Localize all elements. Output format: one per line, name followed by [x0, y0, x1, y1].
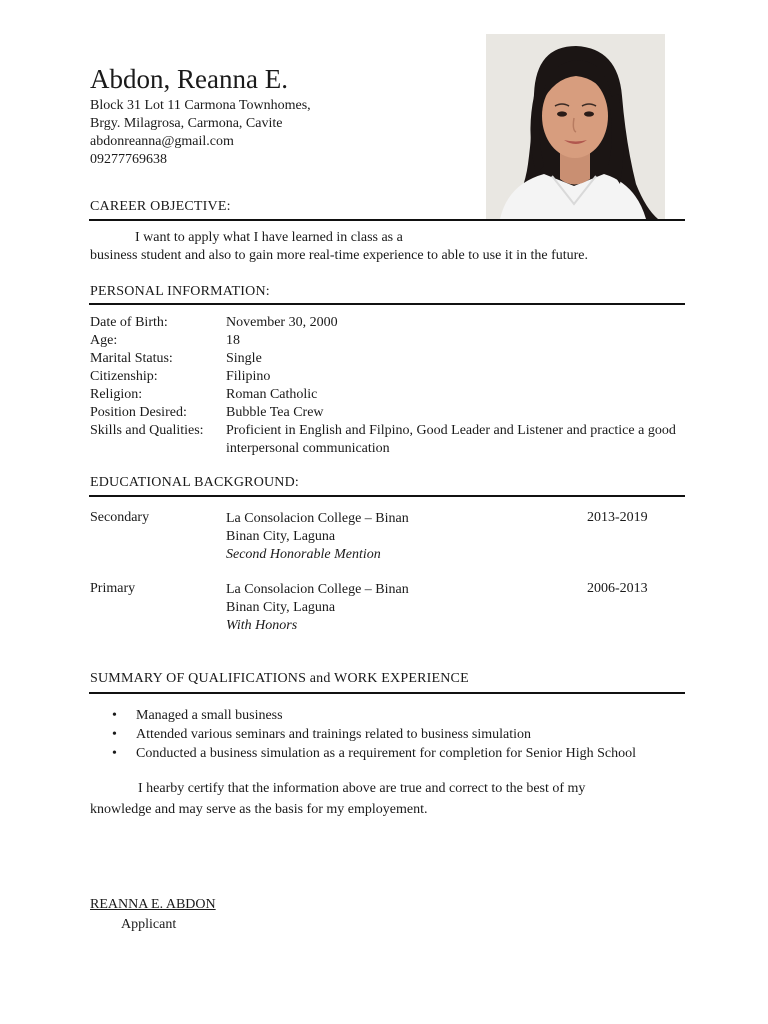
field-value: 18	[226, 333, 240, 348]
education-years: 2006-2013	[587, 581, 648, 596]
education-entry	[226, 510, 409, 564]
bullet-icon: •	[112, 746, 117, 761]
field-value: Bubble Tea Crew	[226, 405, 324, 420]
bullet-icon: •	[112, 727, 117, 742]
field-label: Citizenship:	[90, 369, 158, 384]
field-value: November 30, 2000	[226, 315, 338, 330]
applicant-name: Abdon, Reanna E.	[90, 64, 288, 94]
list-item-text: Attended various seminars and trainings related to business simulation	[136, 727, 532, 742]
section-divider	[89, 303, 685, 305]
section-heading-career-objective: CAREER OBJECTIVE:	[90, 199, 231, 214]
field-label: Date of Birth:	[90, 315, 168, 330]
list-item	[112, 744, 636, 763]
phone: 09277769638	[90, 152, 167, 167]
school-location: Binan City, Laguna	[226, 529, 336, 544]
signature-role: Applicant	[121, 917, 177, 932]
list-item-text: Conducted a business simulation as a requirement for completion for Senior High School	[136, 746, 637, 761]
section-heading-qualifications: SUMMARY OF QUALIFICATIONS and WORK EXPERIENCE	[90, 671, 469, 686]
personal-info-row	[90, 404, 686, 422]
school-name: La Consolacion College – Binan	[226, 582, 409, 597]
section-heading-personal-information: PERSONAL INFORMATION:	[90, 284, 270, 299]
school-award: Second Honorable Mention	[226, 547, 381, 562]
list-item-text: Managed a small business	[136, 708, 283, 723]
certification-line-1: I hearby certify that the information above are true and correct to the best of my	[138, 781, 586, 796]
education-years: 2013-2019	[587, 510, 648, 525]
career-objective-line-2: business student and also to gain more real-time experience to able to use it in the future.	[90, 248, 589, 263]
field-label: Religion:	[90, 387, 143, 402]
career-objective-line-1: I want to apply what I have learned in class as a	[135, 230, 403, 245]
certification-line-2: knowledge and may serve as the basis for my employement.	[90, 802, 428, 817]
field-label: Age:	[90, 333, 118, 348]
list-item	[112, 725, 636, 744]
personal-info-row	[90, 422, 686, 458]
address-line-2: Brgy. Milagrosa, Carmona, Cavite	[90, 116, 283, 131]
education-entry	[226, 581, 409, 635]
field-value: Proficient in English and Filpino, Good Leader and Listener and practice a good interpersonal communication	[226, 423, 676, 456]
school-award: With Honors	[226, 618, 298, 633]
email: abdonreanna@gmail.com	[90, 134, 234, 149]
list-item	[112, 706, 636, 725]
field-label: Position Desired:	[90, 405, 187, 420]
address-line-1: Block 31 Lot 11 Carmona Townhomes,	[90, 98, 311, 113]
section-divider	[89, 219, 685, 221]
section-heading-educational-background: EDUCATIONAL BACKGROUND:	[90, 475, 300, 490]
personal-info-table	[90, 314, 686, 458]
bullet-icon: •	[112, 708, 117, 723]
section-divider	[89, 495, 685, 497]
personal-info-row	[90, 368, 686, 386]
field-value: Filipino	[226, 369, 271, 384]
field-label: Skills and Qualities:	[90, 423, 204, 438]
education-level: Secondary	[90, 510, 150, 525]
education-level: Primary	[90, 581, 136, 596]
signature-name: REANNA E. ABDON	[90, 897, 216, 912]
field-value: Roman Catholic	[226, 387, 318, 402]
school-location: Binan City, Laguna	[226, 600, 336, 615]
personal-info-row	[90, 386, 686, 404]
field-label: Marital Status:	[90, 351, 173, 366]
section-divider	[89, 692, 685, 694]
field-value: Single	[226, 351, 262, 366]
personal-info-row	[90, 314, 686, 332]
personal-info-row	[90, 350, 686, 368]
personal-info-row	[90, 332, 686, 350]
qualifications-list	[112, 706, 636, 763]
applicant-photo	[486, 34, 665, 219]
school-name: La Consolacion College – Binan	[226, 511, 409, 526]
